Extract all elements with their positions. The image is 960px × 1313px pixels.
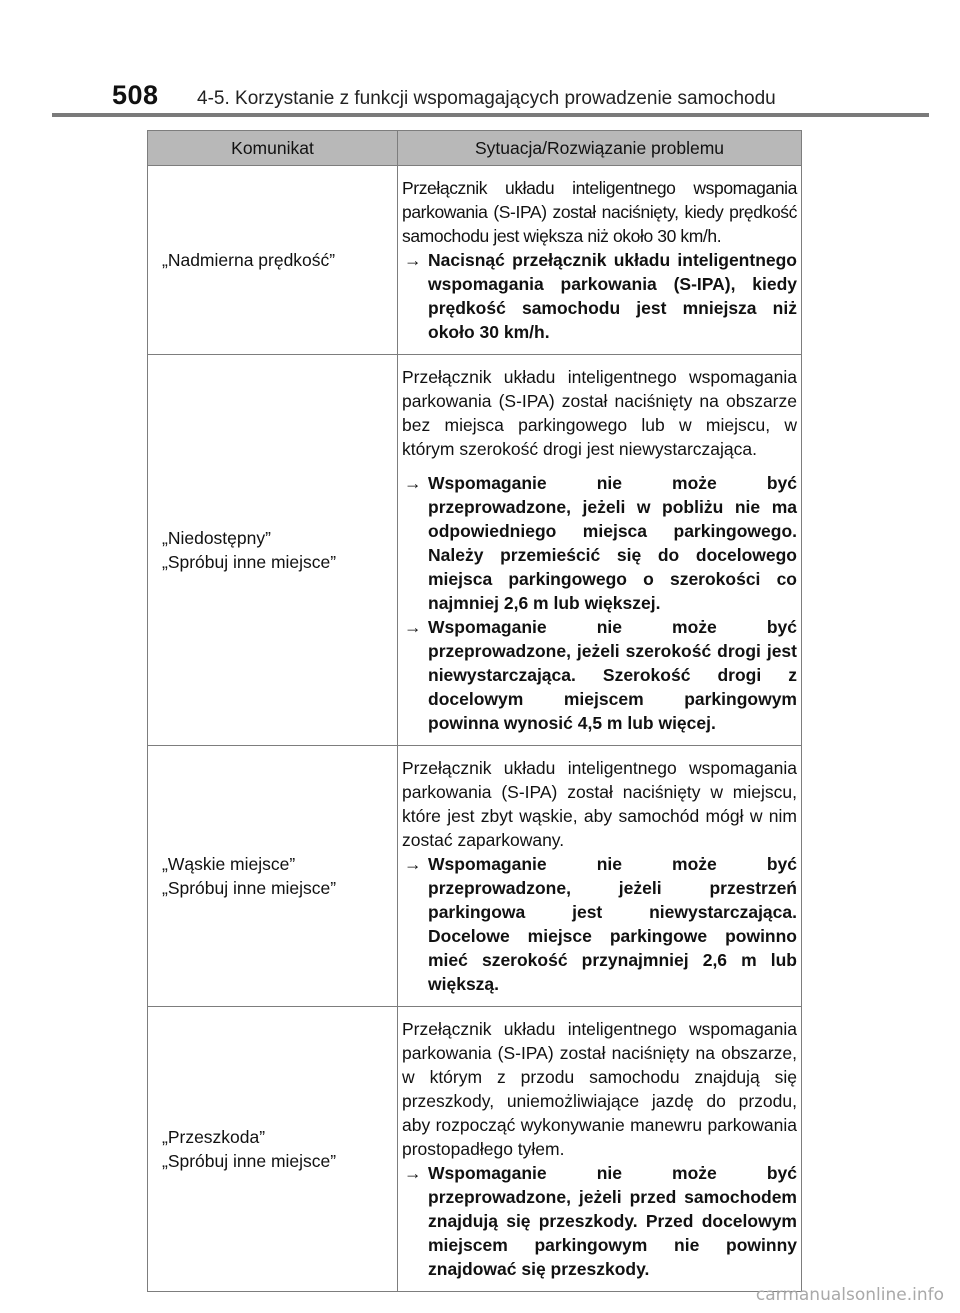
situation-text: Przełącznik układu inteligentnego wspomagania parkowania (S-IPA) został naciśnięty, kiedy prędkość samochodu jest większa niż około 30 km/h. xyxy=(402,178,797,246)
solution-action xyxy=(402,615,797,735)
action-text: Nacisnąć przełącznik układu inteligentnego wspomagania parkowania (S-IPA), kiedy prędkość samochodu jest mniejsza niż około 30 km/h. xyxy=(428,250,797,342)
right-arrow-icon: → xyxy=(404,473,422,493)
table-header-row xyxy=(148,131,802,166)
solution-action xyxy=(402,248,797,344)
message-text: „Nadmierna prędkość” xyxy=(162,250,336,270)
action-text: Wspomaganie nie może być przeprowadzone, jeżeli szerokość drogi jest niewystarczająca. Szerokość drogi z docelowym miejscem parkingowym powinna wynosić 4,5 m lub więcej. xyxy=(428,617,797,733)
solution-action xyxy=(402,1161,797,1281)
message-cell xyxy=(148,355,398,746)
situation-text: Przełącznik układu inteligentnego wspomagania parkowania (S-IPA) został naciśnięty w miejscu, które jest zbyt wąskie, aby samochód mógł w nim zostać zaparkowany. xyxy=(402,758,797,850)
message-text: „Spróbuj inne miejsce” xyxy=(162,878,337,898)
table-row xyxy=(148,1007,802,1292)
column-header-solution: Sytuacja/Rozwiązanie problemu xyxy=(398,131,802,166)
header-divider xyxy=(52,113,929,117)
message-text: „Spróbuj inne miejsce” xyxy=(162,552,337,572)
table-row xyxy=(148,166,802,355)
action-text: Wspomaganie nie może być przeprowadzone, jeżeli w pobliżu nie ma odpowiedniego miejsca parkingowego. Należy przemieścić się do docelowego miejsca parkingowego o szerokości co najmniej 2,6 m lub większej. xyxy=(428,473,797,613)
table-row xyxy=(148,355,802,746)
solution-action xyxy=(402,471,797,615)
message-cell xyxy=(148,746,398,1007)
action-text: Wspomaganie nie może być przeprowadzone, jeżeli przestrzeń parkingowa jest niewystarczająca. Docelowe miejsce parkingowe powinno mieć szerokość przynajmniej 2,6 m lub większą. xyxy=(428,854,797,994)
solution-cell xyxy=(398,746,802,1007)
solution-cell xyxy=(398,1007,802,1292)
page-number: 508 xyxy=(112,80,159,110)
right-arrow-icon: → xyxy=(404,1163,422,1183)
message-cell xyxy=(148,1007,398,1292)
solution-action xyxy=(402,852,797,996)
right-arrow-icon: → xyxy=(404,854,422,874)
column-header-message: Komunikat xyxy=(148,131,398,166)
solution-cell xyxy=(398,355,802,746)
message-text: „Niedostępny” xyxy=(162,528,271,548)
solution-cell xyxy=(398,166,802,355)
right-arrow-icon: → xyxy=(404,617,422,637)
message-text: „Przeszkoda” xyxy=(162,1127,266,1147)
situation-text: Przełącznik układu inteligentnego wspomagania parkowania (S-IPA) został naciśnięty na obszarze bez miejsca parkingowego lub w miejscu, w którym szerokość drogi jest niewystarczająca. xyxy=(402,367,797,459)
watermark: carmanualsonline.info xyxy=(755,1285,944,1305)
action-text: Wspomaganie nie może być przeprowadzone, jeżeli przed samochodem znajdują się przeszkody. Przed docelowym miejscem parkingowym nie powinny znajdować się przeszkody. xyxy=(428,1163,797,1279)
messages-table xyxy=(147,130,802,1292)
right-arrow-icon: → xyxy=(404,250,422,270)
message-cell xyxy=(148,166,398,355)
message-text: „Spróbuj inne miejsce” xyxy=(162,1151,337,1171)
page-header xyxy=(112,78,912,114)
section-title: 4-5. Korzystanie z funkcji wspomagających prowadzenie samochodu xyxy=(197,88,776,109)
table-row xyxy=(148,746,802,1007)
situation-text: Przełącznik układu inteligentnego wspomagania parkowania (S-IPA) został naciśnięty na obszarze, w którym z przodu samochodu znajdują się przeszkody, uniemożliwiające jazdę do przodu, aby rozpocząć wykonywanie manewru parkowania prostopadłego tyłem. xyxy=(402,1019,797,1159)
message-text: „Wąskie miejsce” xyxy=(162,854,296,874)
